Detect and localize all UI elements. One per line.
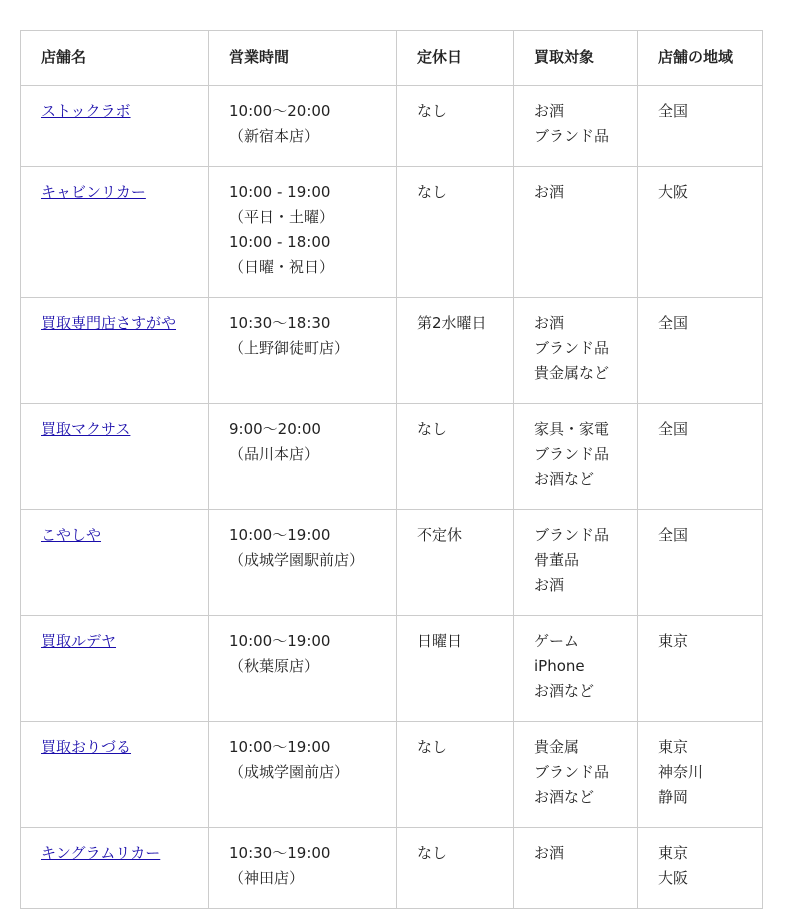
purchase-item: ゲーム (534, 632, 580, 650)
cell-shop-name (21, 722, 209, 828)
hours-line: （成城学園駅前店） (229, 551, 365, 569)
purchase-item: 家具・家電 (534, 420, 610, 438)
header-shop-region: 店舗の地域 (638, 31, 763, 86)
table-row (21, 510, 763, 616)
shop-comparison-table (20, 30, 763, 909)
purchase-item: お酒など (534, 470, 595, 488)
hours-line: 10:00 - 18:00 (229, 233, 331, 251)
header-shop-name: 店舗名 (21, 31, 209, 86)
purchase-item: 骨董品 (534, 551, 580, 569)
purchase-item: 貴金属 (534, 738, 580, 756)
cell-purchase-items (514, 298, 638, 404)
hours-line: （秋葉原店） (229, 657, 320, 675)
shop-link[interactable]: キャビンリカー (41, 183, 146, 201)
purchase-item: ブランド品 (534, 445, 610, 463)
shop-link[interactable]: キングラムリカー (41, 844, 161, 862)
purchase-item: お酒など (534, 682, 595, 700)
cell-business-hours (209, 722, 397, 828)
cell-shop-name (21, 86, 209, 167)
shop-link[interactable]: 買取おりづる (41, 738, 132, 756)
purchase-item: ブランド品 (534, 526, 610, 544)
hours-line: 9:00〜20:00 (229, 420, 321, 438)
hours-line: 10:00〜19:00 (229, 526, 331, 544)
cell-shop-name (21, 404, 209, 510)
region-item: 大阪 (658, 869, 689, 887)
purchase-item: ブランド品 (534, 127, 610, 145)
table-row (21, 298, 763, 404)
cell-regular-holiday: 不定休 (397, 510, 514, 616)
table-row (21, 167, 763, 298)
cell-shop-region (638, 828, 763, 909)
cell-shop-region (638, 404, 763, 510)
cell-regular-holiday: 第2水曜日 (397, 298, 514, 404)
cell-business-hours (209, 616, 397, 722)
cell-regular-holiday: 日曜日 (397, 616, 514, 722)
shop-link[interactable]: 買取ルデヤ (41, 632, 117, 650)
cell-shop-region (638, 298, 763, 404)
purchase-item: ブランド品 (534, 339, 610, 357)
cell-business-hours (209, 828, 397, 909)
purchase-item: iPhone (534, 657, 585, 675)
cell-shop-name (21, 298, 209, 404)
cell-shop-region (638, 510, 763, 616)
purchase-item: お酒 (534, 183, 565, 201)
cell-shop-region (638, 616, 763, 722)
region-item: 神奈川 (658, 763, 704, 781)
purchase-item: お酒 (534, 102, 565, 120)
hours-line: （上野御徒町店） (229, 339, 350, 357)
cell-purchase-items (514, 510, 638, 616)
hours-line: （品川本店） (229, 445, 320, 463)
header-row (21, 31, 763, 86)
region-item: 全国 (658, 102, 689, 120)
cell-purchase-items (514, 167, 638, 298)
shop-comparison-table-wrapper (20, 30, 763, 909)
cell-shop-name (21, 828, 209, 909)
shop-link[interactable]: こやしや (41, 526, 102, 544)
region-item: 東京 (658, 632, 689, 650)
region-item: 全国 (658, 314, 689, 332)
hours-line: 10:00 - 19:00 (229, 183, 331, 201)
cell-business-hours (209, 86, 397, 167)
hours-line: 10:00〜20:00 (229, 102, 331, 120)
shop-link[interactable]: 買取専門店さすがや (41, 314, 177, 332)
cell-regular-holiday: なし (397, 404, 514, 510)
cell-purchase-items (514, 86, 638, 167)
hours-line: （平日・土曜） (229, 208, 335, 226)
shop-link[interactable]: ストックラボ (41, 102, 131, 120)
header-purchase-items: 買取対象 (514, 31, 638, 86)
region-item: 全国 (658, 526, 689, 544)
cell-purchase-items (514, 404, 638, 510)
cell-shop-name (21, 167, 209, 298)
table-row (21, 616, 763, 722)
purchase-item: 貴金属など (534, 364, 610, 382)
cell-regular-holiday: なし (397, 828, 514, 909)
region-item: 全国 (658, 420, 689, 438)
cell-shop-name (21, 510, 209, 616)
cell-shop-name (21, 616, 209, 722)
hours-line: （成城学園前店） (229, 763, 350, 781)
header-business-hours: 営業時間 (209, 31, 397, 86)
region-item: 大阪 (658, 183, 689, 201)
cell-regular-holiday: なし (397, 722, 514, 828)
hours-line: 10:00〜19:00 (229, 632, 331, 650)
table-row (21, 828, 763, 909)
region-item: 静岡 (658, 788, 689, 806)
purchase-item: お酒など (534, 788, 595, 806)
table-row (21, 404, 763, 510)
cell-regular-holiday: なし (397, 167, 514, 298)
purchase-item: ブランド品 (534, 763, 610, 781)
purchase-item: お酒 (534, 576, 565, 594)
hours-line: （新宿本店） (229, 127, 320, 145)
table-row (21, 86, 763, 167)
table-body (21, 86, 763, 909)
purchase-item: お酒 (534, 844, 565, 862)
hours-line: 10:30〜18:30 (229, 314, 331, 332)
table-header (21, 31, 763, 86)
shop-link[interactable]: 買取マクサス (41, 420, 131, 438)
cell-business-hours (209, 298, 397, 404)
hours-line: （日曜・祝日） (229, 258, 335, 276)
hours-line: 10:00〜19:00 (229, 738, 331, 756)
header-regular-holiday: 定休日 (397, 31, 514, 86)
cell-purchase-items (514, 616, 638, 722)
hours-line: 10:30〜19:00 (229, 844, 331, 862)
cell-purchase-items (514, 722, 638, 828)
cell-purchase-items (514, 828, 638, 909)
cell-shop-region (638, 167, 763, 298)
cell-business-hours (209, 404, 397, 510)
cell-business-hours (209, 510, 397, 616)
table-row (21, 722, 763, 828)
region-item: 東京 (658, 738, 689, 756)
purchase-item: お酒 (534, 314, 565, 332)
cell-business-hours (209, 167, 397, 298)
cell-shop-region (638, 722, 763, 828)
cell-shop-region (638, 86, 763, 167)
region-item: 東京 (658, 844, 689, 862)
cell-regular-holiday: なし (397, 86, 514, 167)
hours-line: （神田店） (229, 869, 305, 887)
